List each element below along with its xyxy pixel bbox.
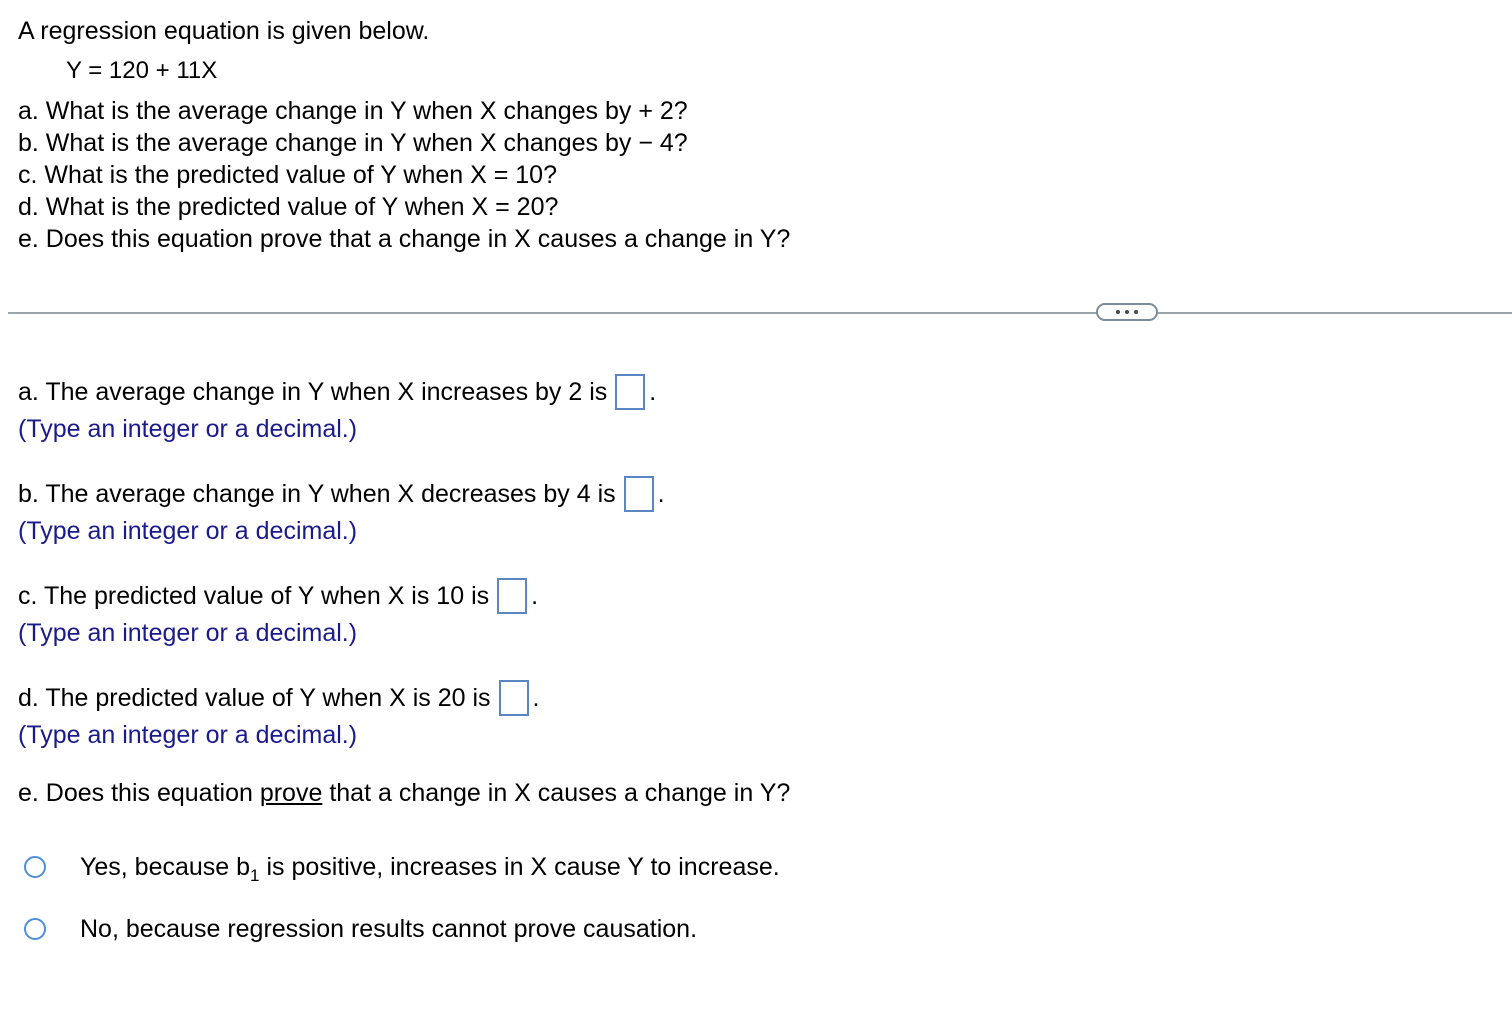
answer-b-suffix: .: [657, 479, 665, 508]
answer-d-row: [18, 678, 539, 718]
answer-a-hint: (Type an integer or a decimal.): [18, 415, 358, 443]
answer-c-suffix: .: [531, 581, 539, 610]
question-e: e. Does this equation prove that a change in X causes a change in Y?: [18, 225, 791, 253]
option-no-radio[interactable]: [24, 918, 46, 940]
answer-e-prompt-end: that a change in X causes a change in Y?: [322, 779, 791, 807]
answer-e-prompt-emphasis: prove: [259, 779, 323, 807]
answer-b-prompt: b. The average change in Y when X decreases by 4 is: [18, 479, 616, 508]
question-d: d. What is the predicted value of Y when X = 20?: [18, 193, 559, 221]
expand-more-button[interactable]: [1096, 303, 1158, 321]
regression-equation: Y = 120 + 11X: [66, 57, 218, 84]
option-yes-label[interactable]: [80, 851, 780, 883]
answer-e-prompt: [18, 777, 790, 809]
option-yes-text-end: is positive, increases in X cause Y to increase.: [259, 853, 780, 881]
answer-b-input[interactable]: [624, 476, 654, 512]
answer-a-prompt: a. The average change in Y when X increases by 2 is: [18, 377, 608, 406]
answer-b-row: [18, 474, 665, 514]
option-yes-subscript: 1: [250, 866, 260, 885]
answer-a-row: [18, 372, 656, 412]
answer-b-hint: (Type an integer or a decimal.): [18, 517, 358, 545]
question-a: a. What is the average change in Y when X changes by + 2?: [18, 97, 688, 125]
problem-intro: A regression equation is given below.: [18, 17, 430, 45]
answer-a-suffix: .: [649, 377, 657, 406]
answer-a-input[interactable]: [615, 374, 645, 410]
answer-d-suffix: .: [532, 683, 540, 712]
answer-d-prompt: d. The predicted value of Y when X is 20 is: [18, 683, 491, 712]
question-list: [18, 95, 790, 255]
section-divider: [8, 312, 1512, 314]
option-yes-text-start: Yes, because b: [80, 853, 251, 881]
ellipsis-icon: [1116, 310, 1138, 314]
question-b: b. What is the average change in Y when X changes by − 4?: [18, 129, 688, 157]
answer-c-prompt: c. The predicted value of Y when X is 10 is: [18, 581, 490, 610]
answer-c-hint: (Type an integer or a decimal.): [18, 619, 358, 647]
answer-e-prompt-start: e. Does this equation: [18, 779, 260, 807]
question-c: c. What is the predicted value of Y when X = 10?: [18, 161, 557, 189]
answer-c-input[interactable]: [497, 578, 527, 614]
answer-c-row: [18, 576, 538, 616]
option-no-label[interactable]: No, because regression results cannot prove causation.: [80, 915, 698, 943]
answer-d-hint: (Type an integer or a decimal.): [18, 721, 358, 749]
answer-d-input[interactable]: [499, 680, 529, 716]
option-yes-radio[interactable]: [24, 856, 46, 878]
